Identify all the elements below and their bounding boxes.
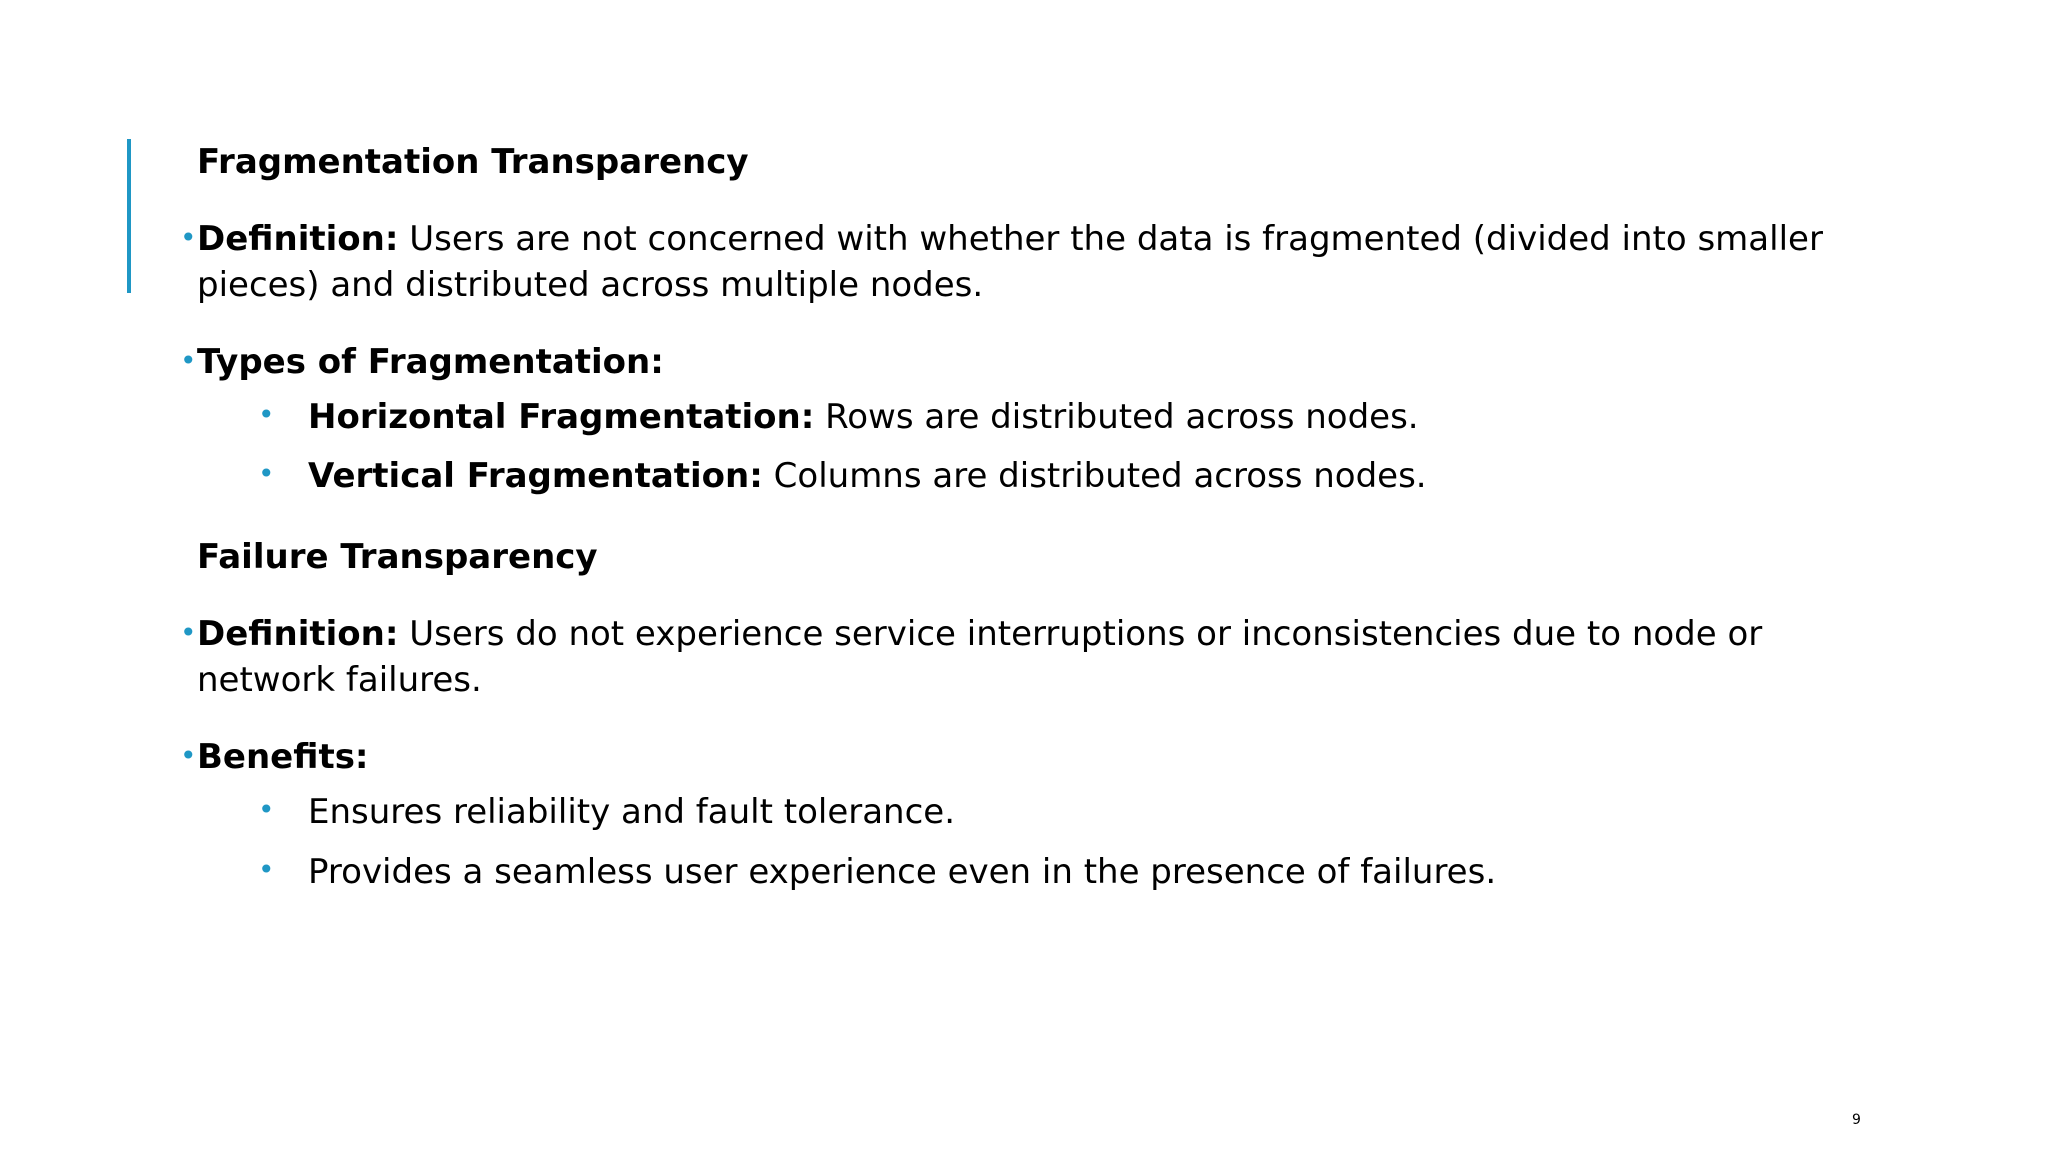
- definition-text: Users are not concerned with whether the data is fragmented (divided into smaller pieces) and distributed across multiple nodes.: [197, 219, 1823, 305]
- horizontal-text: Rows are distributed across nodes.: [814, 397, 1419, 437]
- types-label: Types of Fragmentation:: [197, 342, 664, 382]
- horizontal-label: Horizontal Fragmentation:: [308, 397, 815, 437]
- bullet-icon: •: [180, 616, 197, 649]
- bullet-definition-failure: [180, 611, 1837, 703]
- sub-bullet-benefit-2: [258, 849, 1497, 895]
- definition-label: Definition:: [197, 219, 399, 259]
- benefits-label: Benefits:: [197, 737, 369, 777]
- section-title-failure: Failure Transparency: [197, 537, 598, 577]
- sub-bullet-benefit-1: [258, 789, 956, 835]
- bullet-icon: •: [180, 344, 197, 377]
- section-title-fragmentation: Fragmentation Transparency: [197, 142, 749, 182]
- definition-label: Definition:: [197, 614, 399, 654]
- definition-text: Users do not experience service interruptions or inconsistencies due to node or network failures.: [197, 614, 1763, 700]
- bullet-benefits: [180, 734, 1837, 780]
- benefit-text: Ensures reliability and fault tolerance.: [308, 792, 956, 832]
- bullet-icon: •: [180, 221, 197, 254]
- bullet-icon: •: [258, 457, 275, 490]
- vertical-label: Vertical Fragmentation:: [308, 456, 763, 496]
- bullet-icon: •: [258, 398, 275, 431]
- benefit-text: Provides a seamless user experience even in the presence of failures.: [308, 852, 1497, 892]
- bullet-icon: •: [258, 853, 275, 886]
- sub-bullet-horizontal: [258, 394, 1419, 440]
- bullet-icon: •: [258, 793, 275, 826]
- sub-bullet-vertical: [258, 453, 1427, 499]
- bullet-icon: •: [180, 739, 197, 772]
- vertical-text: Columns are distributed across nodes.: [762, 456, 1427, 496]
- page-number: 9: [1852, 1112, 1861, 1128]
- bullet-definition-fragmentation: [180, 216, 1837, 308]
- bullet-types-of-fragmentation: [180, 339, 1837, 385]
